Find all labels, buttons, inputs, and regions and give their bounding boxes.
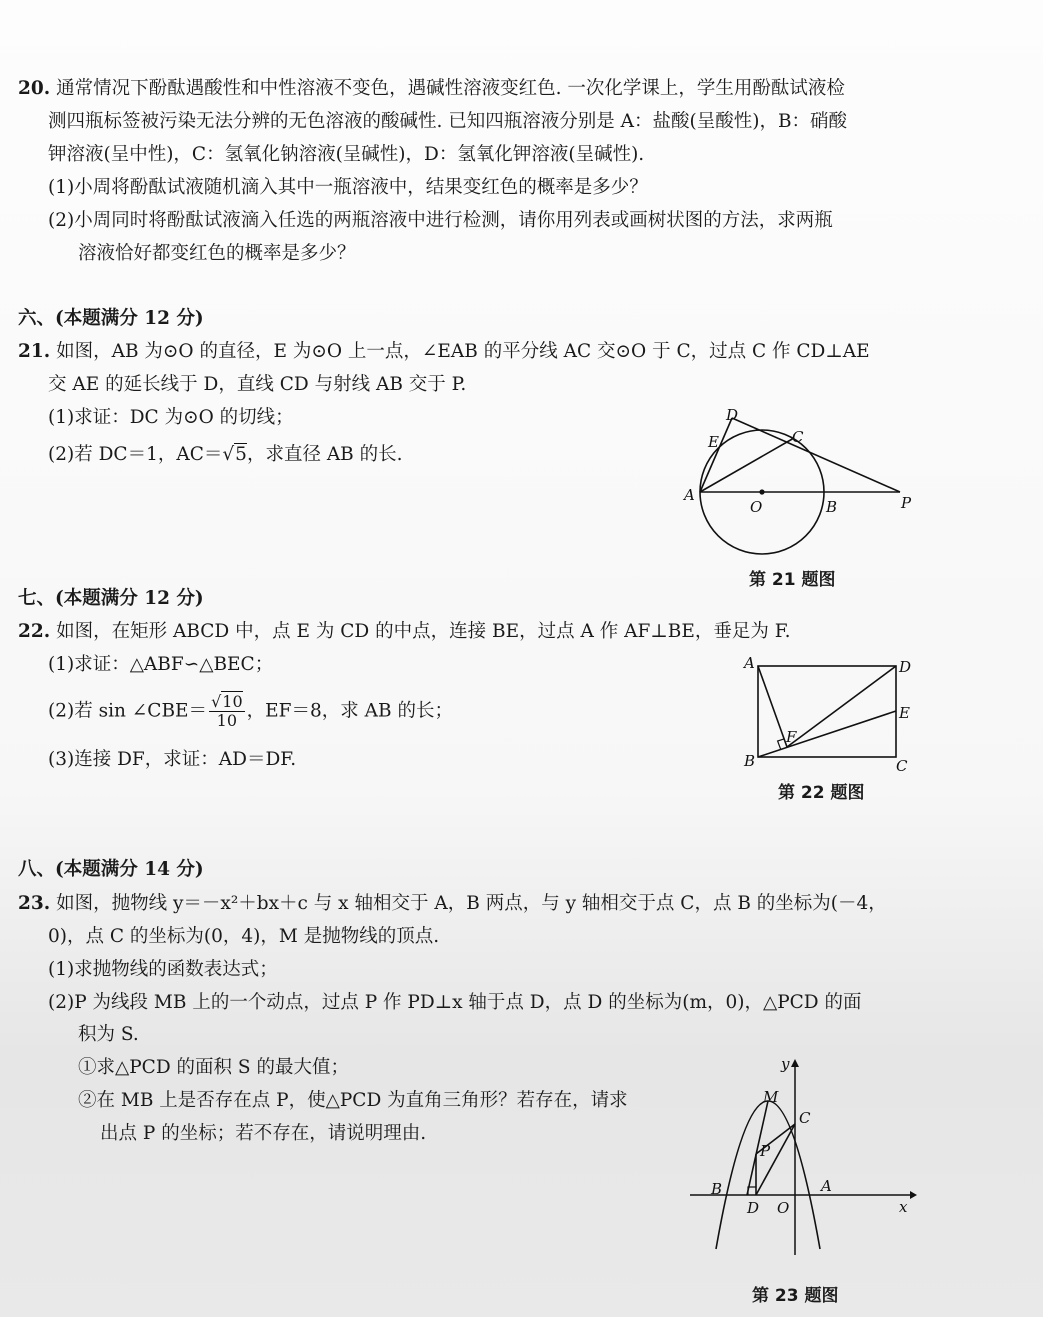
q23-label-m: M [763,1088,779,1106]
q23-line1 [18,892,887,916]
q22-sub2 [48,693,453,730]
q22-sub1: (1)求证：△ABF∽△BEC； [48,654,274,675]
q23-sub2-ii-line2: 出点 P 的坐标；若不存在，请说明理由. [100,1123,427,1144]
q22-sub3: (3)连接 DF，求证：AD＝DF. [48,749,297,770]
q21-text-line2: 交 AE 的延长线于 D，直线 CD 与射线 AB 交于 P. [48,374,467,395]
q20-number: 20. [18,78,51,99]
q23-text-line2: 0)，点 C 的坐标为(0，4)，M 是抛物线的顶点. [48,926,440,947]
q21-text-line1: 如图，AB 为⊙O 的直径，E 为⊙O 上一点，∠EAB 的平分线 AC 交⊙O 于 C，过点 C 作 CD⊥AE [56,341,870,362]
q22-number: 22. [18,621,51,642]
q21-sub2-radicand: 5 [235,444,247,465]
q21-line-dp [732,418,900,492]
q23-label-b: B [711,1180,723,1198]
q20-text-line3: 钾溶液(呈中性)，C：氢氧化钠溶液(呈碱性)，D：氢氧化钾溶液(呈碱性). [48,144,645,165]
q21-sub2 [48,443,403,467]
q23-sub1: (1)求抛物线的函数表达式； [48,959,278,980]
q22-sub2-suffix: ，EF＝8，求 AB 的长； [246,700,453,722]
q23-label-a: A [821,1177,832,1195]
q21-label-p: P [901,494,912,512]
q21-label-e: E [708,433,719,451]
q23-sub2-i: ①求△PCD 的面积 S 的最大值； [78,1057,349,1078]
q22-line-fd [787,666,896,747]
q22-label-d: D [899,658,912,676]
q21-figure [680,400,920,565]
q22-fraction [209,693,245,730]
q21-label-b: B [826,498,838,516]
q22-label-e: E [899,704,910,722]
q23-sub2-line1: (2)P 为线段 MB 上的一个动点，过点 P 作 PD⊥x 轴于点 D，点 D 的坐标为(m，0)，△PCD 的面 [48,992,862,1013]
q23-label-p: P [760,1142,771,1160]
q20-sub1: (1)小周将酚酞试液随机滴入其中一瓶溶液中，结果变红色的概率是多少？ [48,177,648,198]
q21-sub1: (1)求证：DC 为⊙O 的切线； [48,407,294,428]
q22-caption: 第 22 题图 [778,783,865,803]
q22-label-f: F [786,728,797,746]
q22-label-a: A [744,654,755,672]
q22-line1 [18,620,791,644]
q22-fraction-radicand: 10 [222,692,243,711]
section-7-header: 七、(本题满分 12 分) [18,588,204,609]
q22-figure [740,652,920,777]
q21-sub2-suffix: ，求直径 AB 的长. [246,444,403,465]
q21-line1 [18,340,870,364]
section-6-header: 六、(本题满分 12 分) [18,308,204,329]
q22-label-b: B [744,752,756,770]
q23-number: 23. [18,893,51,914]
q21-line-ad [700,418,732,492]
q21-label-a: A [684,486,695,504]
q23-x-axis-arrow [910,1191,917,1199]
q23-sub2-ii-line1: ②在 MB 上是否存在点 P，使△PCD 为直角三角形？若存在，请求 [78,1090,628,1111]
q20-sub2-line2: 溶液恰好都变红色的概率是多少？ [78,243,356,264]
q21-center-point [759,489,764,494]
q20-line1 [18,77,845,101]
q22-fraction-numerator [209,693,245,712]
q23-sub2-line2: 积为 S. [78,1024,139,1045]
q23-label-o: O [777,1199,790,1217]
q20-sub2-line1: (2)小周同时将酚酞试液滴入任选的两瓶溶液中进行检测，请你用列表或画树状图的方法，求两瓶 [48,210,833,231]
sqrt-symbol: √ [222,444,235,465]
q22-text-line1: 如图，在矩形 ABCD 中，点 E 为 CD 的中点，连接 BE，过点 A 作 AF⊥BE，垂足为 F. [56,621,791,642]
q22-line-af [758,666,787,747]
q21-label-d: D [726,406,739,424]
q21-label-o: O [750,498,763,516]
q23-label-y: y [781,1055,790,1073]
q20-text-line1: 通常情况下酚酞遇酸性和中性溶液不变色，遇碱性溶液变红色. 一次化学课上，学生用酚酞试液检 [56,78,845,99]
q23-figure [685,1055,920,1270]
section-8-header: 八、(本题满分 14 分) [18,859,204,880]
q21-caption: 第 21 题图 [749,570,836,590]
q23-text-line1: 如图，抛物线 y＝－x²＋bx＋c 与 x 轴相交于 A，B 两点，与 y 轴相交于点 C，点 B 的坐标为(－4， [56,893,887,914]
sqrt-symbol: √ [211,692,222,711]
q23-label-d: D [747,1199,760,1217]
q21-label-c: C [792,428,804,446]
q23-y-axis-arrow [791,1059,799,1067]
q21-sub2-prefix: (2)若 DC＝1，AC＝ [48,444,223,465]
q22-label-c: C [896,757,908,775]
q22-fraction-denominator: 10 [216,711,238,730]
q22-right-angle-mark [778,739,784,749]
q23-label-c: C [799,1109,811,1127]
q22-sub2-prefix: (2)若 sin ∠CBE＝ [48,700,208,722]
q21-number: 21. [18,341,51,362]
q23-caption: 第 23 题图 [752,1286,839,1306]
q23-label-x: x [899,1198,908,1216]
q20-text-line2: 测四瓶标签被污染无法分辨的无色溶液的酸碱性. 已知四瓶溶液分别是 A：盐酸(呈酸性)，B：硝酸 [48,111,848,132]
